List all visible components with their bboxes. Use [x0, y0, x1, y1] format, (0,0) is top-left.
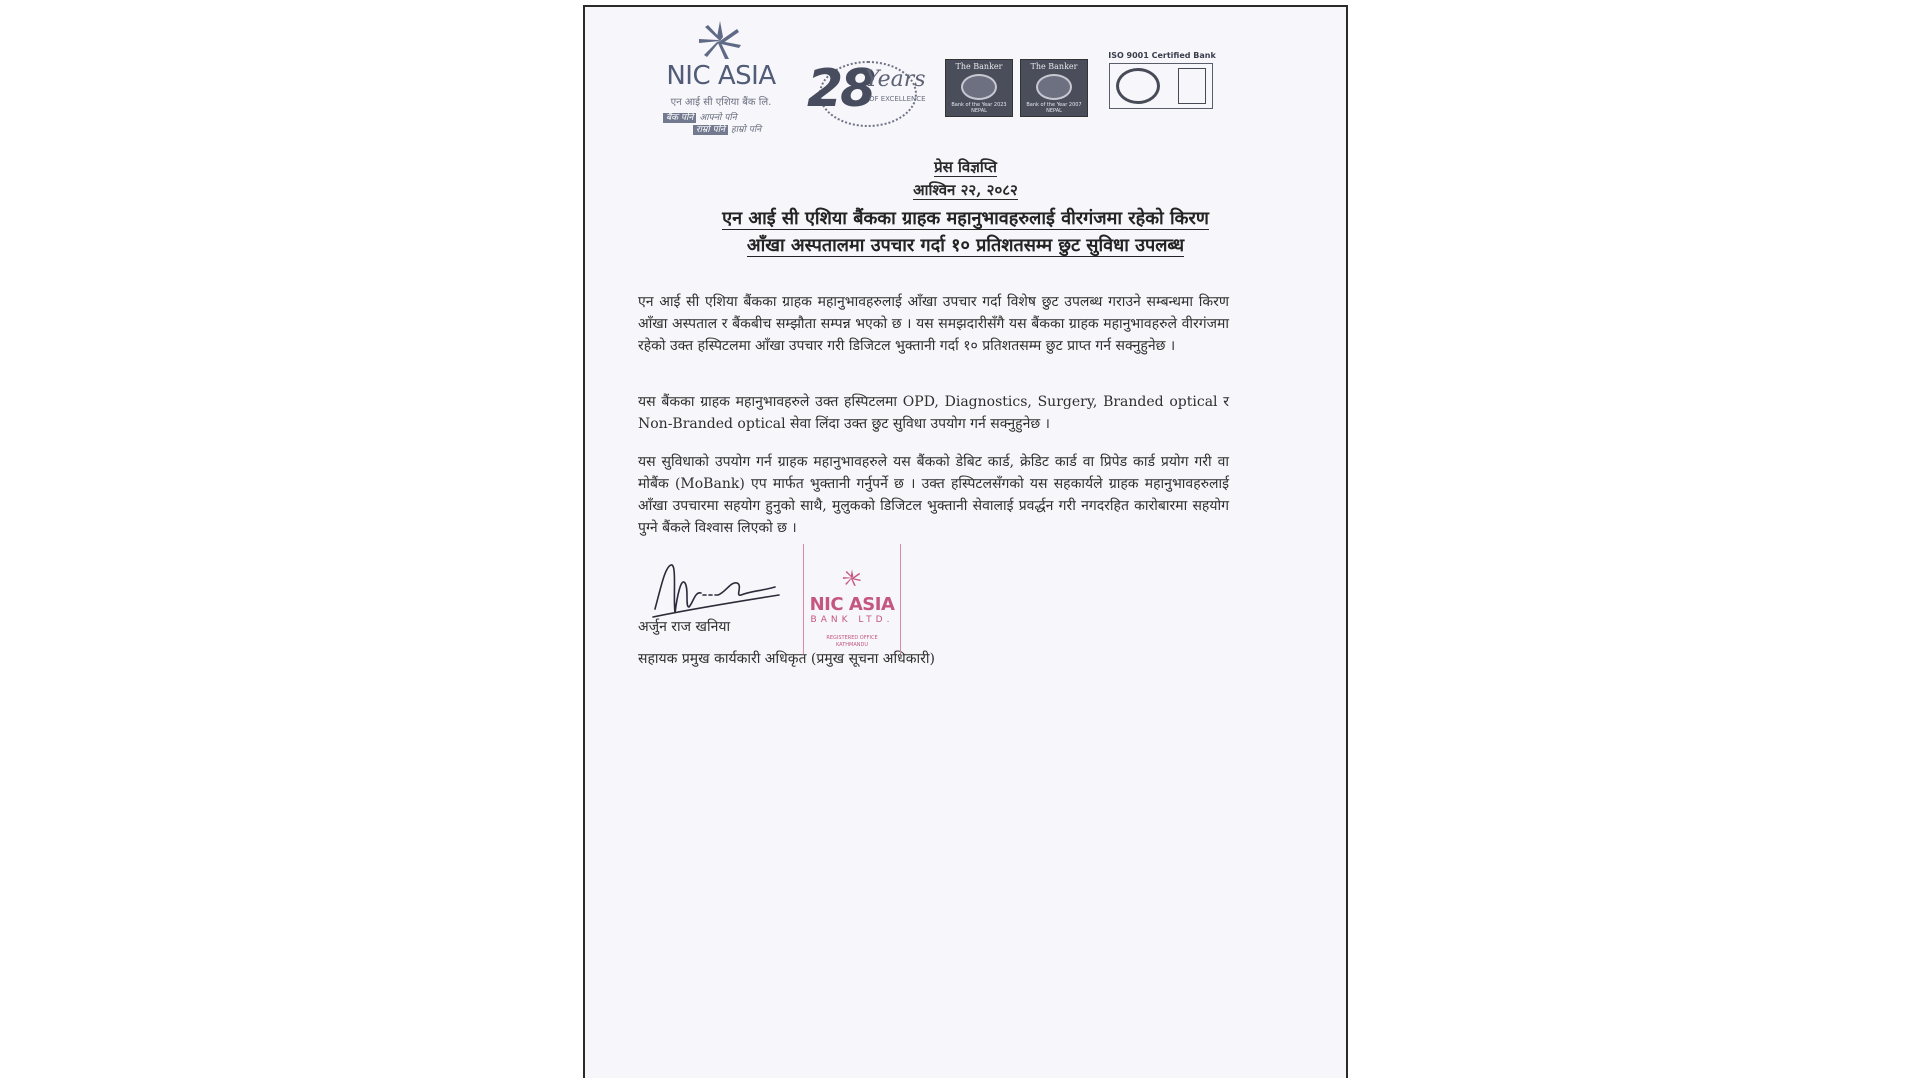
stamp-city: KATHMANDU	[835, 642, 869, 648]
paragraph-1: एन आई सी एशिया बैंकका ग्राहक महानुभावहरुलाई आँखा उपचार गर्दा विशेष छुट उपलब्ध गराउने सम्बन्धमा किरण आँखा अस्पताल र बैंकबीच सम्झौता सम्पन्न भएको छ । यस समझदारीसँगै यस बैंकका ग्राहक महानुभावहरुले वीरगंजमा रहेको उक्त हस्पिटलमा आँखा उपचार गरी डिजिटल भुक्तानी गर्दा १० प्रतिशतसम्म छुट प्राप्त गर्न सक्नुहुनेछ ।	[638, 294, 1229, 354]
anniversary-word: Years	[865, 67, 926, 92]
bank-name-nepali: एन आई सी एशिया बैंक लि.	[670, 97, 772, 108]
anniversary-sub: OF EXCELLENCE	[869, 95, 926, 103]
banker-award-2	[1020, 59, 1088, 117]
anniversary-logo	[807, 57, 927, 132]
medal-icon	[1036, 74, 1072, 100]
tagline-1-box: बैंक पनि	[663, 113, 696, 123]
press-release-page	[583, 5, 1348, 1078]
signer-name: अर्जुन राज खनिया	[638, 619, 731, 635]
title-line-2: आँखा अस्पतालमा उपचार गर्दा १० प्रतिशतसम्म छुट सुविधा उपलब्ध	[746, 235, 1185, 256]
banker-award-1-sub: Bank of the Year 2023 NEPAL	[951, 102, 1007, 114]
stamp-bank: BANK LTD.	[810, 615, 894, 625]
tagline-2	[693, 122, 761, 135]
ukas-shield-icon	[1178, 68, 1206, 104]
banker-award-1	[945, 59, 1013, 117]
tagline-2-text: हाम्रो पनि	[731, 125, 762, 135]
bank-name: NIC ASIA	[666, 61, 776, 91]
iso-logos	[1109, 63, 1213, 109]
medal-icon	[961, 74, 997, 100]
signer-title: सहायक प्रमुख कार्यकारी अधिकृत (प्रमुख सूचना अधिकारी)	[638, 651, 935, 667]
paragraph-2: यस बैंकका ग्राहक महानुभावहरुले उक्त हस्पिटलमा OPD, Diagnostics, Surgery, Branded optical र Non-Branded optical सेवा लिंदा उक्त छुट सुविधा उपयोग गर्न सक्नुहुनेछ ।	[638, 394, 1229, 432]
iso-circle-icon	[1116, 68, 1160, 104]
company-stamp	[803, 544, 901, 654]
press-release-label: प्रेस विज्ञप्ति	[934, 158, 997, 176]
paragraph-3: यस सुविधाको उपयोग गर्न ग्राहक महानुभावहरुले यस बैंकको डेबिट कार्ड, क्रेडिट कार्ड वा प्रिपेड कार्ड प्रयोग गरी वा मोबैंक (MoBank) एप मार्फत भुक्तानी गर्नुपर्ने छ । उक्त हस्पिटलसँगको यस सहकार्यले ग्राहक महानुभावहरुलाई आँखा उपचारमा सहयोग हुनुको साथै, मुलुकको डिजिटल भुक्तानी सेवालाई प्रवर्द्धन गरी नगदरहित कारोबारमा सहयोग पुग्ने बैंकले विश्वास लिएको छ ।	[638, 454, 1229, 536]
tagline-1-text: आफ्नो पनि	[699, 113, 737, 123]
nic-asia-logo	[657, 21, 787, 135]
stamp-name: NIC ASIA	[809, 594, 895, 615]
press-release-date: आश्विन २२, २०८२	[913, 181, 1018, 199]
iso-title: ISO 9001 Certified Bank	[1108, 51, 1216, 60]
iso-certification-badge	[1107, 51, 1217, 123]
banker-award-2-title: The Banker	[1030, 62, 1078, 71]
anniversary-number: 28	[807, 59, 874, 119]
banker-award-1-title: The Banker	[955, 62, 1003, 71]
star-logo-icon	[685, 21, 755, 61]
stamp-star-icon	[837, 566, 867, 590]
tagline-2-box: राम्रो पनि	[693, 125, 728, 135]
title-line-1: एन आई सी एशिया बैंकका ग्राहक महानुभावहरुलाई वीरगंजमा रहेको किरण	[722, 208, 1209, 229]
banker-award-2-sub: Bank of the Year 2007 NEPAL	[1026, 102, 1082, 114]
stamp-registered: REGISTERED OFFICE	[826, 635, 878, 641]
